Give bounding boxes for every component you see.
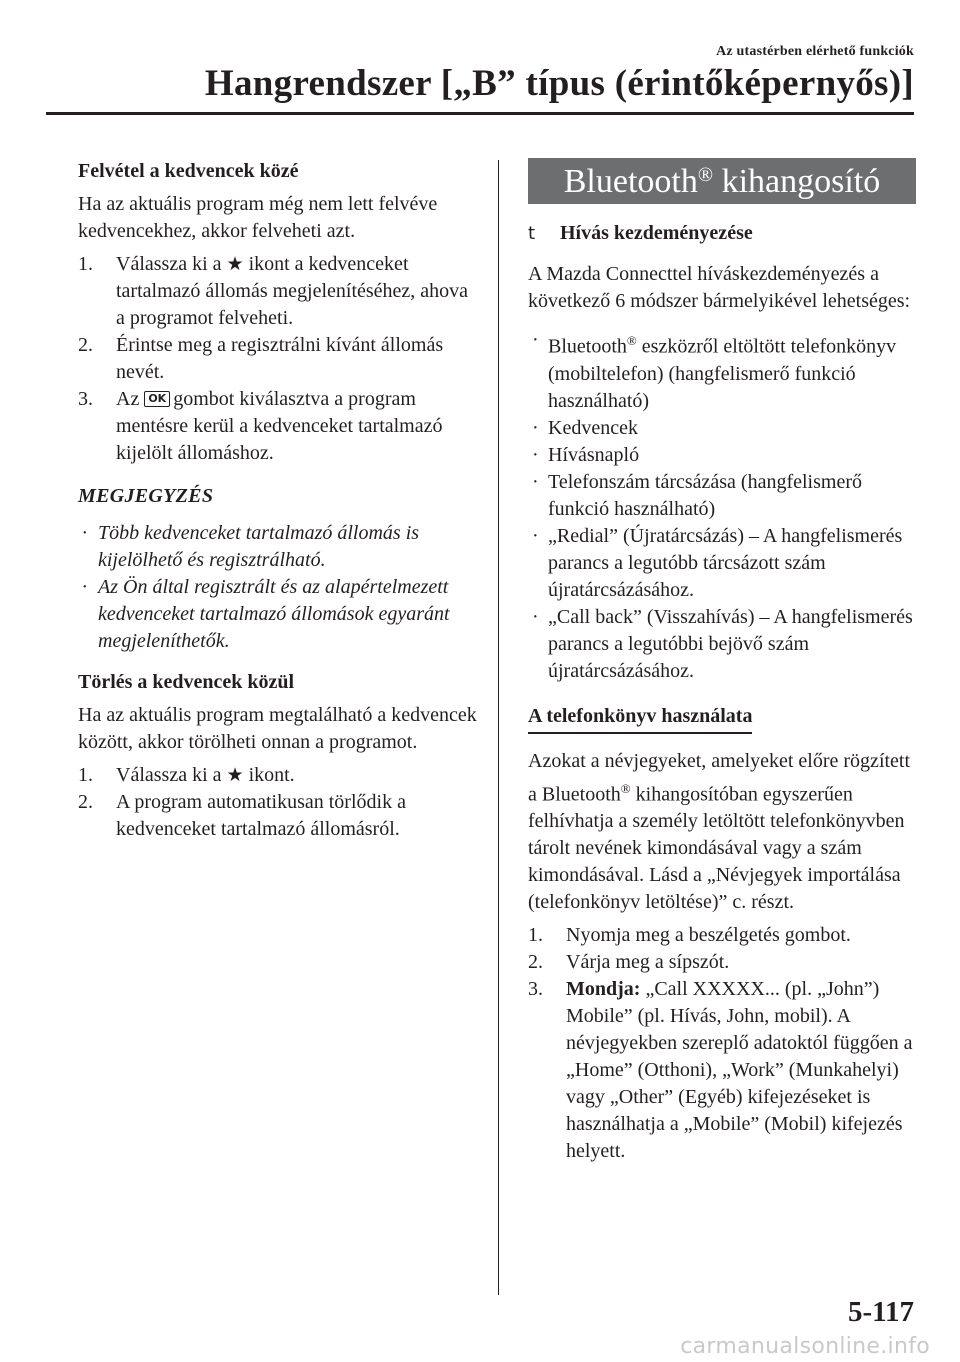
banner-text: kihangosító	[721, 162, 881, 200]
bullet-dot: ·	[532, 470, 539, 493]
method-item	[528, 469, 920, 523]
method-text: „Redial” (Újratárcsázás) – A hangfelismerés parancs a legutóbb tárcsázott szám újratárcsázásához.	[548, 524, 903, 601]
step-text: Nyomja meg a beszélgetés gombot.	[566, 924, 851, 947]
phonebook-text: Azokat a névjegyeket, amelyeket előre rögzített a Bluetooth	[528, 749, 911, 806]
ok-button-icon: OK	[144, 391, 170, 407]
registered-mark: ®	[620, 780, 631, 796]
bluetooth-banner	[528, 158, 916, 204]
delete-favorites-heading: Törlés a kedvencek közül	[78, 671, 295, 693]
call-intro: A Mazda Connecttel híváskezdeményezés a következő 6 módszer bármelyikével lehetséges:	[528, 263, 911, 312]
method-item	[528, 415, 920, 442]
bullet-dot: ·	[532, 329, 539, 351]
step-text: Érintse meg a regisztrálni kívánt állomás nevét.	[116, 334, 444, 383]
method-text: eszközről eltöltött telefonkönyv (mobiltelefon) (hangfelismerő funkció használható)	[548, 335, 897, 412]
phonebook-step-2	[528, 949, 920, 976]
method-text: „Call back” (Visszahívás) – A hangfelismerés parancs a legutóbbi bejövő szám újratárcsázásához.	[548, 605, 913, 682]
phonebook-text: kihangosítóban egyszerűen felhívhatja a személy letöltött telefonkönyvben tárolt nevének kimondásával vagy a szám kimondásával. Lásd a „Névjegyek importálása (telefonkönyv letöltése)” c. részt.	[528, 783, 905, 914]
column-divider	[498, 160, 499, 1295]
delete-step-1	[78, 762, 478, 789]
add-favorites-heading: Felvétel a kedvencek közé	[78, 160, 299, 182]
add-favorites-intro: Ha az aktuális program még nem lett felvéve kedvencekhez, akkor felveheti azt.	[78, 193, 438, 242]
delete-favorites-intro: Ha az aktuális program megtalálható a kedvencek között, akkor törölheti onnan a programot.	[78, 704, 477, 753]
phonebook-heading: A telefonkönyv használata	[528, 703, 752, 734]
note-item	[78, 574, 478, 655]
step-text: „Call XXXXX... (pl. „John”) Mobile” (pl. Hívás, John, mobil). A névjegyekben szereplő adatoktól függően a „Home” (Otthoni), „Work” (Munkahelyi) vagy „Other” (Egyéb) kifejezéseket is használhatja a „Mobile” (Mobil) kifejezés helyett.	[566, 978, 913, 1163]
step-text: ikont a kedvenceket tartalmazó állomás megjelenítéséhez, ahova a programot felveheti.	[116, 253, 469, 329]
step-number: 3.	[528, 978, 543, 1001]
note-item	[78, 520, 478, 574]
left-column	[78, 158, 478, 853]
header-rule	[46, 112, 914, 115]
add-step-1	[78, 251, 478, 332]
method-item	[528, 327, 920, 415]
step-text: ikont.	[248, 764, 295, 786]
step-number: 1.	[528, 924, 543, 947]
note-text: Az Ön által regisztrált és az alapértelmezett kedvenceket tartalmazó állomások egyaránt megjeleníthetők.	[98, 576, 450, 652]
section-title: Hangrendszer [„B” típus (érintőképernyős)]	[204, 63, 914, 104]
add-favorites-steps	[78, 251, 478, 467]
bullet-dot: ·	[532, 416, 539, 439]
bullet-dot: ·	[82, 522, 87, 544]
step-text: Válassza ki a	[116, 253, 222, 275]
bullet-dot: ·	[532, 443, 539, 466]
step-text: Az	[116, 388, 140, 410]
bullet-dot: ·	[82, 576, 87, 598]
call-methods-list	[528, 327, 920, 685]
note-list	[78, 520, 478, 655]
note-heading: MEGJEGYZÉS	[78, 485, 214, 507]
delete-favorites-steps	[78, 762, 478, 843]
phonebook-step-1	[528, 922, 920, 949]
step-number: 1.	[78, 253, 93, 275]
call-heading	[528, 220, 920, 247]
method-item	[528, 523, 920, 604]
step-emphasis: Mondja:	[566, 978, 641, 1001]
phonebook-steps	[528, 922, 920, 1165]
method-text: Bluetooth	[548, 335, 627, 358]
add-step-3	[78, 386, 478, 467]
step-text: gombot kiválasztva a program mentésre kerül a kedvenceket tartalmazó kijelölt állomáshoz.	[116, 388, 443, 464]
step-text: Várja meg a sípszót.	[566, 951, 730, 974]
method-text: Kedvencek	[548, 416, 638, 439]
step-number: 2.	[78, 334, 93, 356]
step-text: Válassza ki a	[116, 764, 222, 786]
step-number: 3.	[78, 388, 93, 410]
step-number: 2.	[78, 791, 93, 813]
method-item	[528, 442, 920, 469]
call-heading-text: Hívás kezdeményezése	[560, 222, 753, 244]
banner-text: Bluetooth	[563, 162, 698, 200]
phonebook-step-3	[528, 976, 920, 1165]
method-item	[528, 604, 920, 685]
bullet-dot: ·	[532, 605, 539, 628]
registered-mark: ®	[626, 333, 637, 348]
step-text: A program automatikusan törlődik a kedvenceket tartalmazó állomásról.	[116, 791, 406, 840]
delete-step-2	[78, 789, 478, 843]
right-column	[528, 158, 920, 1175]
step-number: 1.	[78, 764, 93, 786]
page-number: 5-117	[847, 1296, 914, 1328]
registered-mark: ®	[697, 163, 714, 186]
section-bullet-icon: t	[528, 223, 536, 244]
star-icon: ★	[226, 764, 244, 786]
watermark: carmanualsonline.info	[680, 1334, 930, 1359]
note-text: Több kedvenceket tartalmazó állomás is kijelölhető és regisztrálható.	[98, 522, 420, 571]
phonebook-intro	[528, 748, 920, 917]
star-icon: ★	[226, 253, 244, 275]
method-text: Telefonszám tárcsázása (hangfelismerő funkció használható)	[548, 470, 862, 520]
add-step-2	[78, 332, 478, 386]
method-text: Hívásnapló	[548, 443, 640, 466]
chapter-title: Az utastérben elérhető funkciók	[716, 44, 914, 59]
bullet-dot: ·	[532, 524, 539, 547]
step-number: 2.	[528, 951, 543, 974]
